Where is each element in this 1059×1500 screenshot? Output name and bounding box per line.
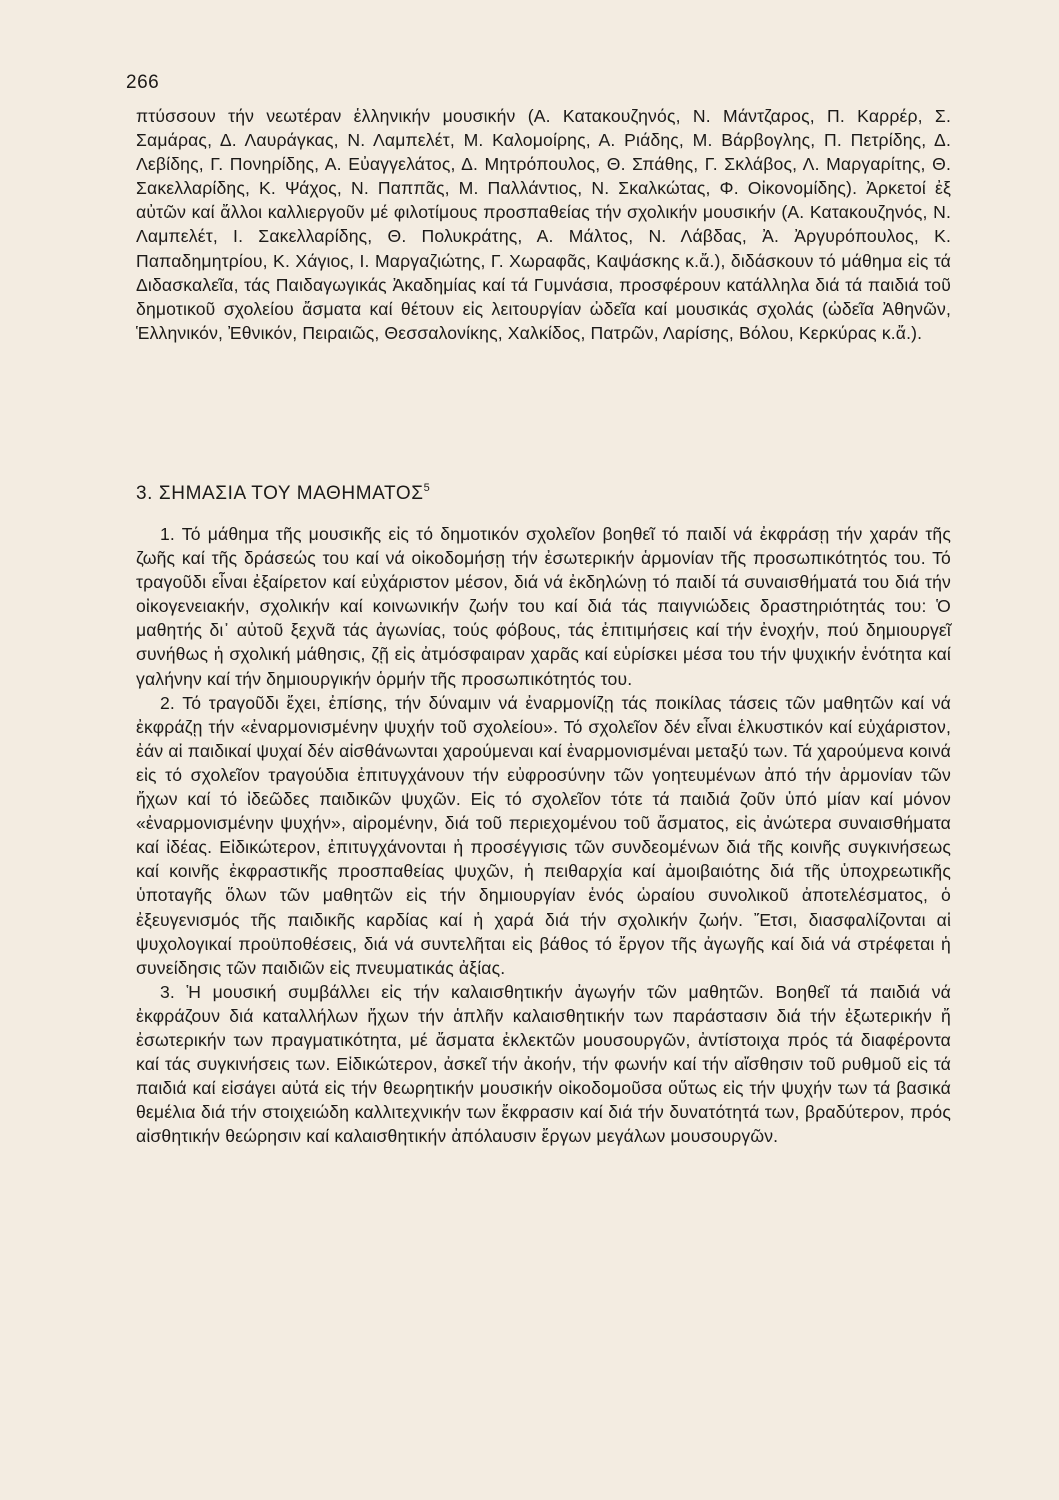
- paragraph-1: 1. Τό μάθημα τῆς μουσικῆς εἰς τό δημοτικόν σχολεῖον βοηθεῖ τό παιδί νά ἐκφράσῃ τήν χαράν τῆς ζωῆς καί τῆς δράσεώς του καί νά οἰκοδομήσῃ τήν ἐσωτερικήν ἁρμονίαν τῆς προσωπικότητός του. Τό τραγοῦδι εἶναι ἐξαίρετον καί εὐχάριστον μέσον, διά νά ἐκδηλώνῃ τό παιδί τά συναισθήματά του διά τήν οἰκογενειακήν, σχολικήν καί κοινωνικήν ζωήν του καί διά τάς παιγνιώδεις δραστηριότητάς του: Ὁ μαθητής δι᾽ αὐτοῦ ξεχνᾶ τάς ἀγωνίας, τούς φόβους, τάς ἐπιτιμήσεις καί τήν ἐνοχήν, πού δημιουργεῖ συνήθως ἡ σχολική μάθησις, ζῇ εἰς ἀτμόσφαιραν χαρᾶς καί εὑρίσκει μέσα του τήν ψυχικήν ἑνότητα καί γαλήνην καί τήν δημιουργικήν ὁρμήν τῆς προσωπικότητός του.: [136, 524, 951, 689]
- intro-paragraph: πτύσσουν τήν νεωτέραν ἑλληνικήν μουσικήν (Α. Κατακουζηνός, Ν. Μάντζαρος, Π. Καρρέρ, Σ. Σαμάρας, Δ. Λαυράγκας, Ν. Λαμπελέτ, Μ. Καλομοίρης, Α. Ριάδης, Μ. Βάρβογλης, Π. Πετρίδης, Δ. Λεβίδης, Γ. Πονηρίδης, Α. Εὐαγγελάτος, Δ. Μητρόπουλος, Θ. Σπάθης, Γ. Σκλάβος, Λ. Μαργαρίτης, Θ. Σακελλαρίδης, Κ. Ψάχος, Ν. Παππᾶς, Μ. Παλλάντιος, Ν. Σκαλκώτας, Φ. Οἰκονομίδης). Ἀρκετοί ἐξ αὐτῶν καί ἄλλοι καλλιεργοῦν μέ φιλοτίμους προσπαθείας τήν σχολικήν μουσικήν (Α. Κατακουζηνός, Ν. Λαμπελέτ, Ι. Σακελλαρίδης, Θ. Πολυκράτης, Α. Μάλτος, Ν. Λάβδας, Ἀ. Ἀργυρόπουλος, Κ. Παπαδημητρίου, Κ. Χάγιος, Ι. Μαργαζιώτης, Γ. Χωραφᾶς, Καψάσκης κ.ἄ.), διδάσκουν τό μάθημα εἰς τά Διδασκαλεῖα, τάς Παιδαγωγικάς Ἀκαδημίας καί τά Γυμνάσια, προσφέρουν κατάλληλα διά τά παιδιά τοῦ δημοτικοῦ σχολείου ἄσματα καί θέτουν εἰς λειτουργίαν ὠδεῖα καί μουσικάς σχολάς (ὠδεῖα Ἀθηνῶν, Ἑλληνικόν, Ἐθνικόν, Πειραιῶς, Θεσσαλονίκης, Χαλκίδος, Πατρῶν, Λαρίσης, Βόλου, Κερκύρας κ.ἄ.).: [136, 106, 951, 343]
- section-body: [136, 522, 951, 1148]
- paragraph-2: 2. Τό τραγοῦδι ἔχει, ἐπίσης, τήν δύναμιν νά ἐναρμονίζῃ τάς ποικίλας τάσεις τῶν μαθητῶν καί νά ἐκφράζῃ τήν «ἐναρμονισμένην ψυχήν τοῦ σχολείου». Τό σχολεῖον δέν εἶναι ἑλκυστικόν καί εὐχάριστον, ἐάν αἱ παιδικαί ψυχαί δέν αἰσθάνωνται χαρούμεναι καί ἐναρμονισμέναι μεταξύ των. Τά χαρούμενα κοινά εἰς τό σχολεῖον τραγούδια ἐπιτυγχάνουν τήν εὐφροσύνην τῶν γοητευμένων ἀπό τήν ἁρμονίαν τῶν ἤχων καί τό ἰδεῶδες παιδικῶν ψυχῶν. Εἰς τό σχολεῖον τότε τά παιδιά ζοῦν ὑπό μίαν καί μόνον «ἐναρμονισμένην ψυχήν», αἰρομένην, διά τοῦ περιεχομένου τοῦ ἄσματος, εἰς ἀνώτερα συναισθήματα καί ἰδέας. Εἰδικώτερον, ἐπιτυγχάνονται ἡ προσέγγισις τῶν συνδεομένων διά τῆς κοινῆς συγκινήσεως καί κοινῆς ἐκφραστικῆς προσπαθείας ψυχῶν, ἡ πειθαρχία καί ἀμοιβαιότης διά τῆς ὑποχρεωτικῆς ὑποταγῆς ὅλων τῶν μαθητῶν εἰς τήν δημιουργίαν ἑνός ὡραίου συνολικοῦ ἀποτελέσματος, ὁ ἐξευγενισμός τῆς παιδικῆς καρδίας καί ἡ χαρά διά τήν σχολικήν ζωήν. Ἔτσι, διασφαλίζονται αἱ ψυχολογικαί προϋποθέσεις, διά νά συντελῆται εἰς βάθος τό ἔργον τῆς ἀγωγῆς καί διά νά στρέφεται ἡ συνείδησις τῶν παιδιῶν εἰς πνευματικάς ἀξίας.: [136, 692, 951, 978]
- footnote-mark: 5: [423, 482, 431, 494]
- section-title: 3. ΣΗΜΑΣΙΑ ΤΟΥ ΜΑΘΗΜΑΤΟΣ: [136, 483, 424, 504]
- section-heading: [136, 482, 430, 505]
- paragraph-3: 3. Ἡ μουσική συμβάλλει εἰς τήν καλαισθητικήν ἀγωγήν τῶν μαθητῶν. Βοηθεῖ τά παιδιά νά ἐκφράζουν διά καταλλήλων ἤχων τήν ἁπλῆν καλαισθητικήν των παράστασιν διά τήν ἐξωτερικήν ἤ ἐσωτερικήν των πραγματικότητα, μέ ἄσματα ἐκλεκτῶν μουσουργῶν, ἀντίστοιχα πρός τά διαφέροντα καί τάς συγκινήσεις των. Εἰδικώτερον, ἀσκεῖ τήν ἀκοήν, τήν φωνήν καί τήν αἴσθησιν τοῦ ρυθμοῦ εἰς τά παιδιά καί εἰσάγει αὐτά εἰς τήν θεωρητικήν μουσικήν οἰκοδομοῦσα οὕτως εἰς τήν ψυχήν των τά βασικά θεμέλια διά τήν στοιχειώδη καλλιτεχνικήν των ἔκφρασιν καί διά τήν δυνατότητά των, βραδύτερον, πρός αἰσθητικήν θεώρησιν καί καλαισθητικήν ἀπόλαυσιν ἔργων μεγάλων μουσουργῶν.: [136, 981, 951, 1147]
- page-number: 266: [126, 72, 160, 93]
